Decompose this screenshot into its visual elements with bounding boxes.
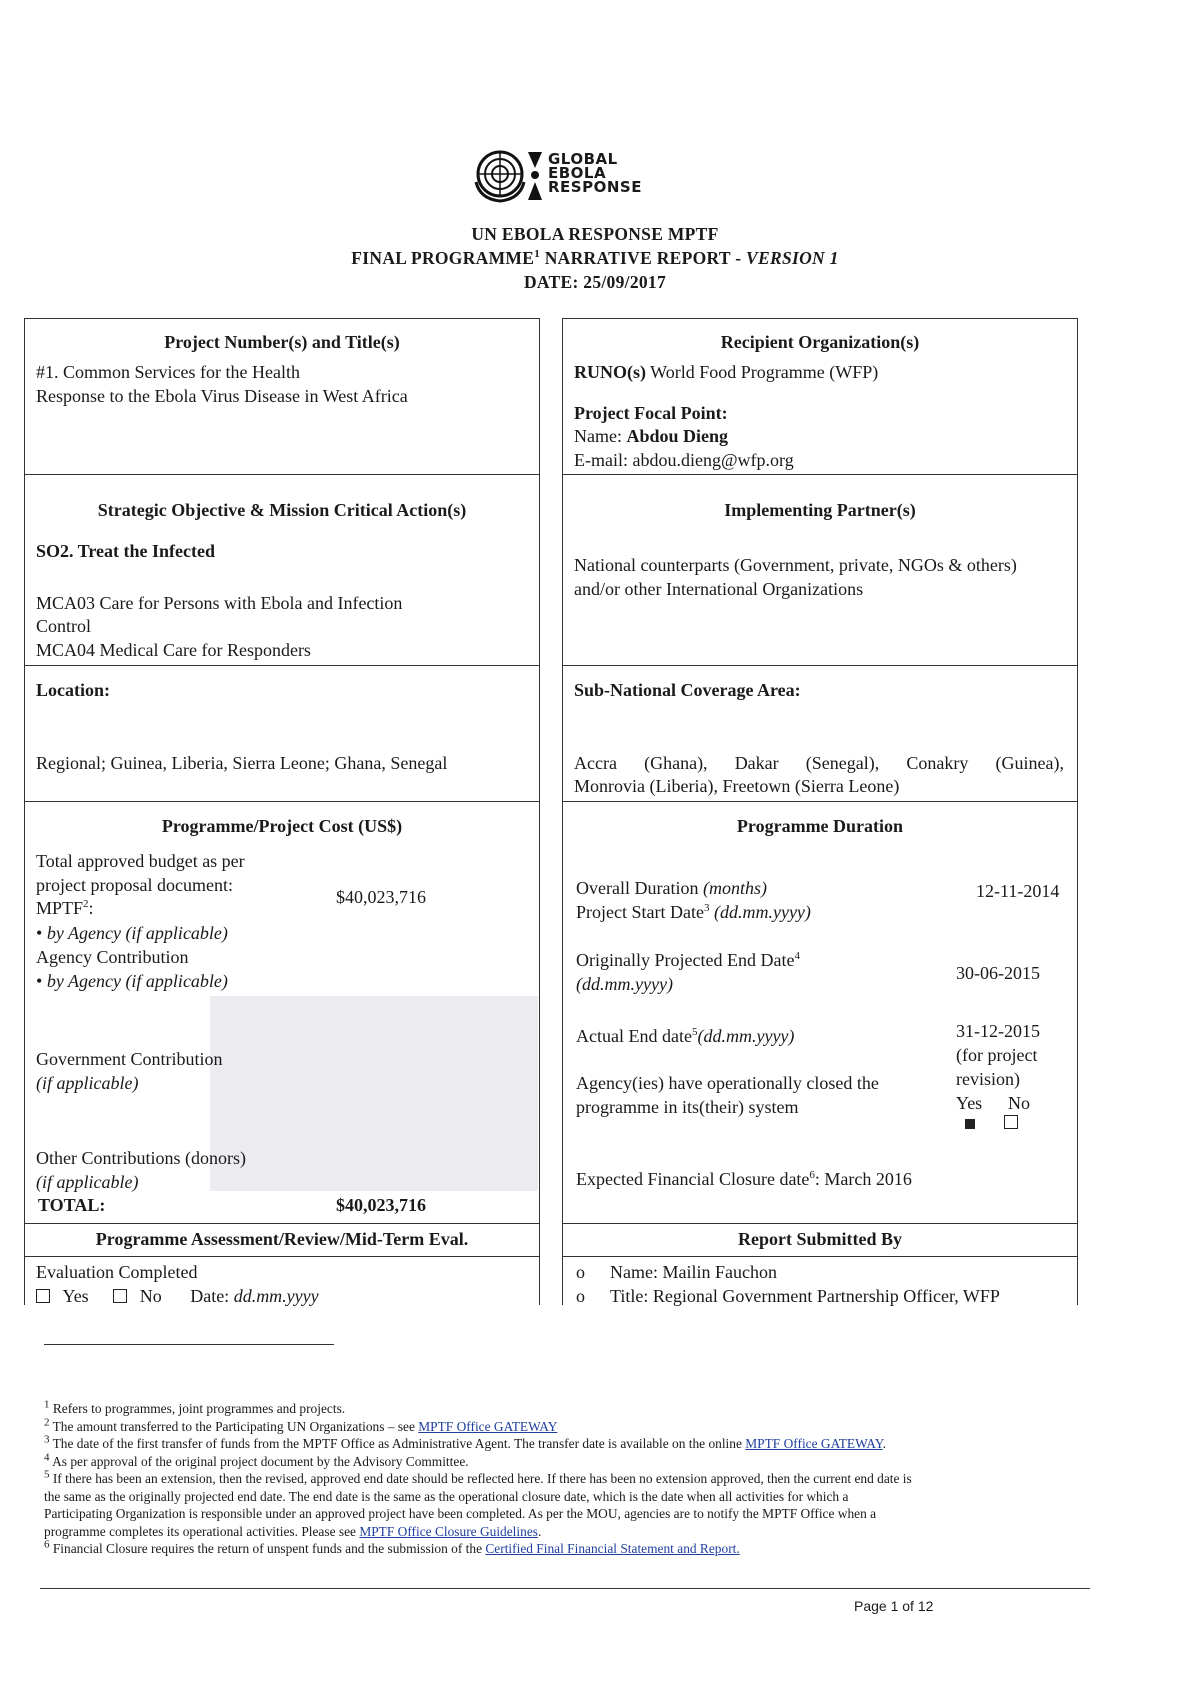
footnote-4: $^4$ As per approval of the original project document by the Advisory Committee. <box>44 1451 469 1469</box>
partners-line1: National counterparts (Government, private, NGOs & others) <box>574 555 1017 575</box>
actual-end-date-note2: revision) <box>956 1069 1020 1089</box>
project-start-date-value: 12-11-2014 <box>976 881 1060 901</box>
footnote-separator <box>44 1344 334 1345</box>
left-divider <box>24 1223 540 1224</box>
total-budget-line1: Total approved budget as per <box>36 851 245 871</box>
logo-text-ebola: EBOLA <box>548 164 607 182</box>
logo-text-response: RESPONSE <box>548 178 642 196</box>
footer-rule <box>40 1588 1090 1589</box>
government-contribution: Government Contribution <box>36 1049 223 1069</box>
original-end-date-format: (dd.mm.yyyy) <box>576 974 673 994</box>
financial-closure-date: Expected Financial Closure date$^6$: March 2016 <box>576 1169 912 1189</box>
closure-guidelines-link[interactable]: MPTF Office Closure Guidelines <box>359 1523 538 1539</box>
original-end-date-value: 30-06-2015 <box>956 963 1040 983</box>
total-label: TOTAL: <box>38 1195 106 1215</box>
evaluation-options <box>36 1285 319 1308</box>
coverage-heading: Sub-National Coverage Area: <box>574 680 801 700</box>
un-emblem-icon <box>470 144 542 204</box>
evaluation-yes-label: Yes <box>62 1286 89 1306</box>
actual-end-date-note1: (for project <box>956 1045 1038 1065</box>
total-budget-line3: MPTF$^2$: <box>36 898 94 918</box>
location-heading: Location: <box>36 680 110 700</box>
report-subtitle: FINAL PROGRAMME$^1$ NARRATIVE REPORT - VERSION 1 <box>351 248 839 268</box>
mptf-gateway-link-1[interactable]: MPTF Office GATEWAY <box>418 1418 558 1434</box>
cost-heading: Programme/Project Cost (US$) <box>161 816 403 836</box>
page-number: Page 1 of 12 <box>854 1598 934 1614</box>
global-ebola-response-logo <box>470 138 670 210</box>
operational-closure-line2: programme in its(their) system <box>576 1097 799 1117</box>
mca04: MCA04 Medical Care for Responders <box>36 640 311 660</box>
operational-closure-line1: Agency(ies) have operationally closed the <box>576 1073 879 1093</box>
coverage-line2: Monrovia (Liberia), Freetown (Sierra Leone) <box>574 776 900 796</box>
footnotes <box>44 1400 1084 1558</box>
partners-heading: Implementing Partner(s) <box>724 500 916 520</box>
closure-no-label: No <box>1008 1093 1030 1113</box>
evaluation-no-label: No <box>139 1286 162 1306</box>
left-divider <box>24 474 540 475</box>
strategic-objective: SO2. Treat the Infected <box>36 541 215 561</box>
duration-heading: Programme Duration <box>736 816 904 836</box>
coverage-line1: Accra (Ghana), Dakar (Senegal), Conakry (Guinea), <box>574 753 1064 773</box>
shaded-contribution-area <box>210 996 538 1191</box>
right-divider <box>562 801 1078 802</box>
government-applicable: (if applicable) <box>36 1073 139 1093</box>
runo-line: RUNO(s) World Food Programme (WFP) <box>574 362 879 382</box>
report-date: DATE: 25/09/2017 <box>523 272 667 292</box>
left-divider <box>24 665 540 666</box>
evaluation-no-checkbox[interactable] <box>113 1289 127 1303</box>
recipient-heading: Recipient Organization(s) <box>720 332 920 352</box>
actual-end-date-label: Actual End date$^5$(dd.mm.yyyy) <box>576 1026 795 1046</box>
footnote-6: $^6$ Financial Closure requires the return of unspent funds and the submission of the Certified Final Financial Statement and Report. <box>44 1538 740 1556</box>
logo-text-global: GLOBAL <box>548 150 618 168</box>
mptf-budget-value: $40,023,716 <box>336 887 426 907</box>
other-applicable: (if applicable) <box>36 1172 139 1192</box>
footnote-2: $^2$ The amount transferred to the Participating UN Organizations – see MPTF Office GATEWAY <box>44 1416 558 1434</box>
report-title: UN EBOLA RESPONSE MPTF <box>471 224 719 244</box>
evaluation-date-format: dd.mm.yyyy <box>233 1286 319 1306</box>
right-divider <box>562 474 1078 475</box>
footnote-3: $^3$ The date of the first transfer of funds from the MPTF Office as Administrative Agent. The transfer date is available on the online MPTF Office GATEWAY. <box>44 1433 887 1451</box>
closure-yes-label: Yes <box>956 1093 983 1113</box>
closure-yes-checkbox[interactable] <box>965 1119 975 1129</box>
right-divider <box>562 1256 1078 1257</box>
by-agency-1: • by Agency (if applicable) <box>36 923 228 943</box>
focal-point-heading: Project Focal Point: <box>574 403 728 423</box>
agency-contribution: Agency Contribution <box>36 947 189 967</box>
submitted-title: o Title: Regional Government Partnership Officer, WFP <box>576 1286 1000 1306</box>
left-divider <box>24 801 540 802</box>
assessment-heading: Programme Assessment/Review/Mid-Term Eval. <box>95 1229 469 1249</box>
submitted-name: o Name: Mailin Fauchon <box>576 1262 777 1282</box>
evaluation-completed: Evaluation Completed <box>36 1262 198 1282</box>
evaluation-yes-checkbox[interactable] <box>36 1289 50 1303</box>
evaluation-date-label: Date: <box>190 1286 234 1306</box>
total-sum: $40,023,716 <box>336 1195 426 1215</box>
footnote-5: $^5$ If there has been an extension, then the revised, approved end date should be reflected here. If there has been no extension approved, then the current end date is the same as the originally projected end date. The end date is the same as the operational closure date, which is the date when all activities for which a Participating Organization is responsible under an approved project have been completed. As per the MOU, agencies are to notify the MPTF Office when a programme completes its operational activities. Please see MPTF Office Closure Guidelines. <box>44 1468 912 1539</box>
closure-no-checkbox[interactable] <box>1004 1115 1018 1129</box>
mptf-gateway-link-2[interactable]: MPTF Office GATEWAY <box>745 1436 883 1451</box>
overall-duration: Overall Duration (months) <box>576 878 767 898</box>
mca03-line2: Control <box>36 616 92 636</box>
focal-point-name: Name: Abdou Dieng <box>574 426 729 446</box>
strategic-heading: Strategic Objective & Mission Critical Action(s) <box>97 500 467 520</box>
location-value: Regional; Guinea, Liberia, Sierra Leone; Ghana, Senegal <box>36 753 448 773</box>
other-contributions: Other Contributions (donors) <box>36 1148 246 1168</box>
original-end-date-label: Originally Projected End Date$^4$ <box>576 950 800 970</box>
project-heading: Project Number(s) and Title(s) <box>164 332 400 352</box>
footnote-1: $^1$ Refers to programmes, joint programmes and projects. <box>44 1398 346 1416</box>
total-budget-line2: project proposal document: <box>36 875 233 895</box>
submitted-heading: Report Submitted By <box>737 1229 902 1249</box>
by-agency-2: • by Agency (if applicable) <box>36 971 228 991</box>
partners-line2: and/or other International Organizations <box>574 579 864 599</box>
project-title-line1: #1. Common Services for the Health <box>36 362 300 382</box>
right-divider <box>562 665 1078 666</box>
right-divider <box>562 1223 1078 1224</box>
left-divider <box>24 1256 540 1257</box>
project-title-line2: Response to the Ebola Virus Disease in West Africa <box>36 386 408 406</box>
actual-end-date-value: 31-12-2015 <box>956 1021 1040 1041</box>
mca03-line1: MCA03 Care for Persons with Ebola and Infection <box>36 593 403 613</box>
project-start-date-label: Project Start Date$^3$ (dd.mm.yyyy) <box>576 902 811 922</box>
certified-statement-link[interactable]: Certified Final Financial Statement and Report. <box>485 1541 740 1556</box>
focal-point-email: E-mail: abdou.dieng@wfp.org <box>574 450 794 470</box>
